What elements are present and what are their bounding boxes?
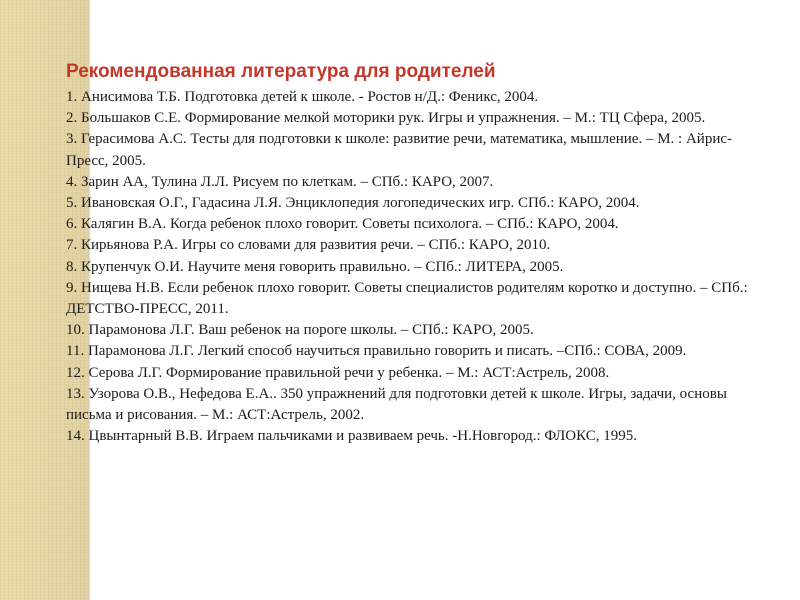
literature-item-4: 4. Зарин АА, Тулина Л.Л. Рисуем по клеткам. – СПб.: КАРО, 2007. bbox=[66, 173, 494, 190]
literature-item-14: 14. Цвынтарный В.В. Играем пальчиками и развиваем речь. -Н.Новгород.: ФЛОКС, 1995. bbox=[66, 428, 637, 445]
literature-item-11: 11. Парамонова Л.Г. Легкий способ научиться правильно говорить и писать. –СПб.: СОВА, 2009. bbox=[66, 343, 687, 360]
literature-item-5: 5. Ивановская О.Г., Гадасина Л.Я. Энциклопедия логопедических игр. СПб.: КАРО, 2004. bbox=[66, 195, 640, 212]
literature-item-12: 12. Серова Л.Г. Формирование правильной речи у ребенка. – М.: АСТ:Астрель, 2008. bbox=[66, 364, 610, 381]
literature-item-1: 1. Анисимова Т.Б. Подготовка детей к школе. - Ростов н/Д.: Феникс, 2004. bbox=[66, 89, 539, 105]
literature-item-9: 9. Нищева Н.В. Если ребенок плохо говорит. Советы специалистов родителям коротко и доступно. – СПб.: ДЕТСТВО-ПРЕСС, 2011. bbox=[66, 279, 748, 318]
literature-list bbox=[66, 87, 772, 447]
literature-item-3: 3. Герасимова А.С. Тесты для подготовки к школе: развитие речи, математика, мышление. – М. : Айрис-Пресс, 2005. bbox=[66, 131, 733, 169]
literature-item-10: 10. Парамонова Л.Г. Ваш ребенок на пороге школы. – СПб.: КАРО, 2005. bbox=[66, 322, 534, 339]
slide-title: Рекомендованная литература для родителей bbox=[66, 61, 496, 82]
literature-item-2: 2. Большаков С.Е. Формирование мелкой моторики рук. Игры и упражнения. – М.: ТЦ Сфера, 2005. bbox=[66, 110, 706, 127]
literature-item-8: 8. Крупенчук О.И. Научите меня говорить правильно. – СПб.: ЛИТЕРА, 2005. bbox=[66, 258, 564, 275]
literature-item-13: 13. Узорова О.В., Нефедова Е.А.. 350 упражнений для подготовки детей к школе. Игры, задачи, основы письма и рисования. – М.: АСТ:Астрель, 2002. bbox=[66, 385, 727, 424]
literature-item-6: 6. Калягин В.А. Когда ребенок плохо говорит. Советы психолога. – СПб.: КАРО, 2004. bbox=[66, 216, 619, 233]
literature-item-7: 7. Кирьянова Р.А. Игры со словами для развития речи. – СПб.: КАРО, 2010. bbox=[66, 237, 551, 254]
slide-content bbox=[66, 60, 772, 447]
